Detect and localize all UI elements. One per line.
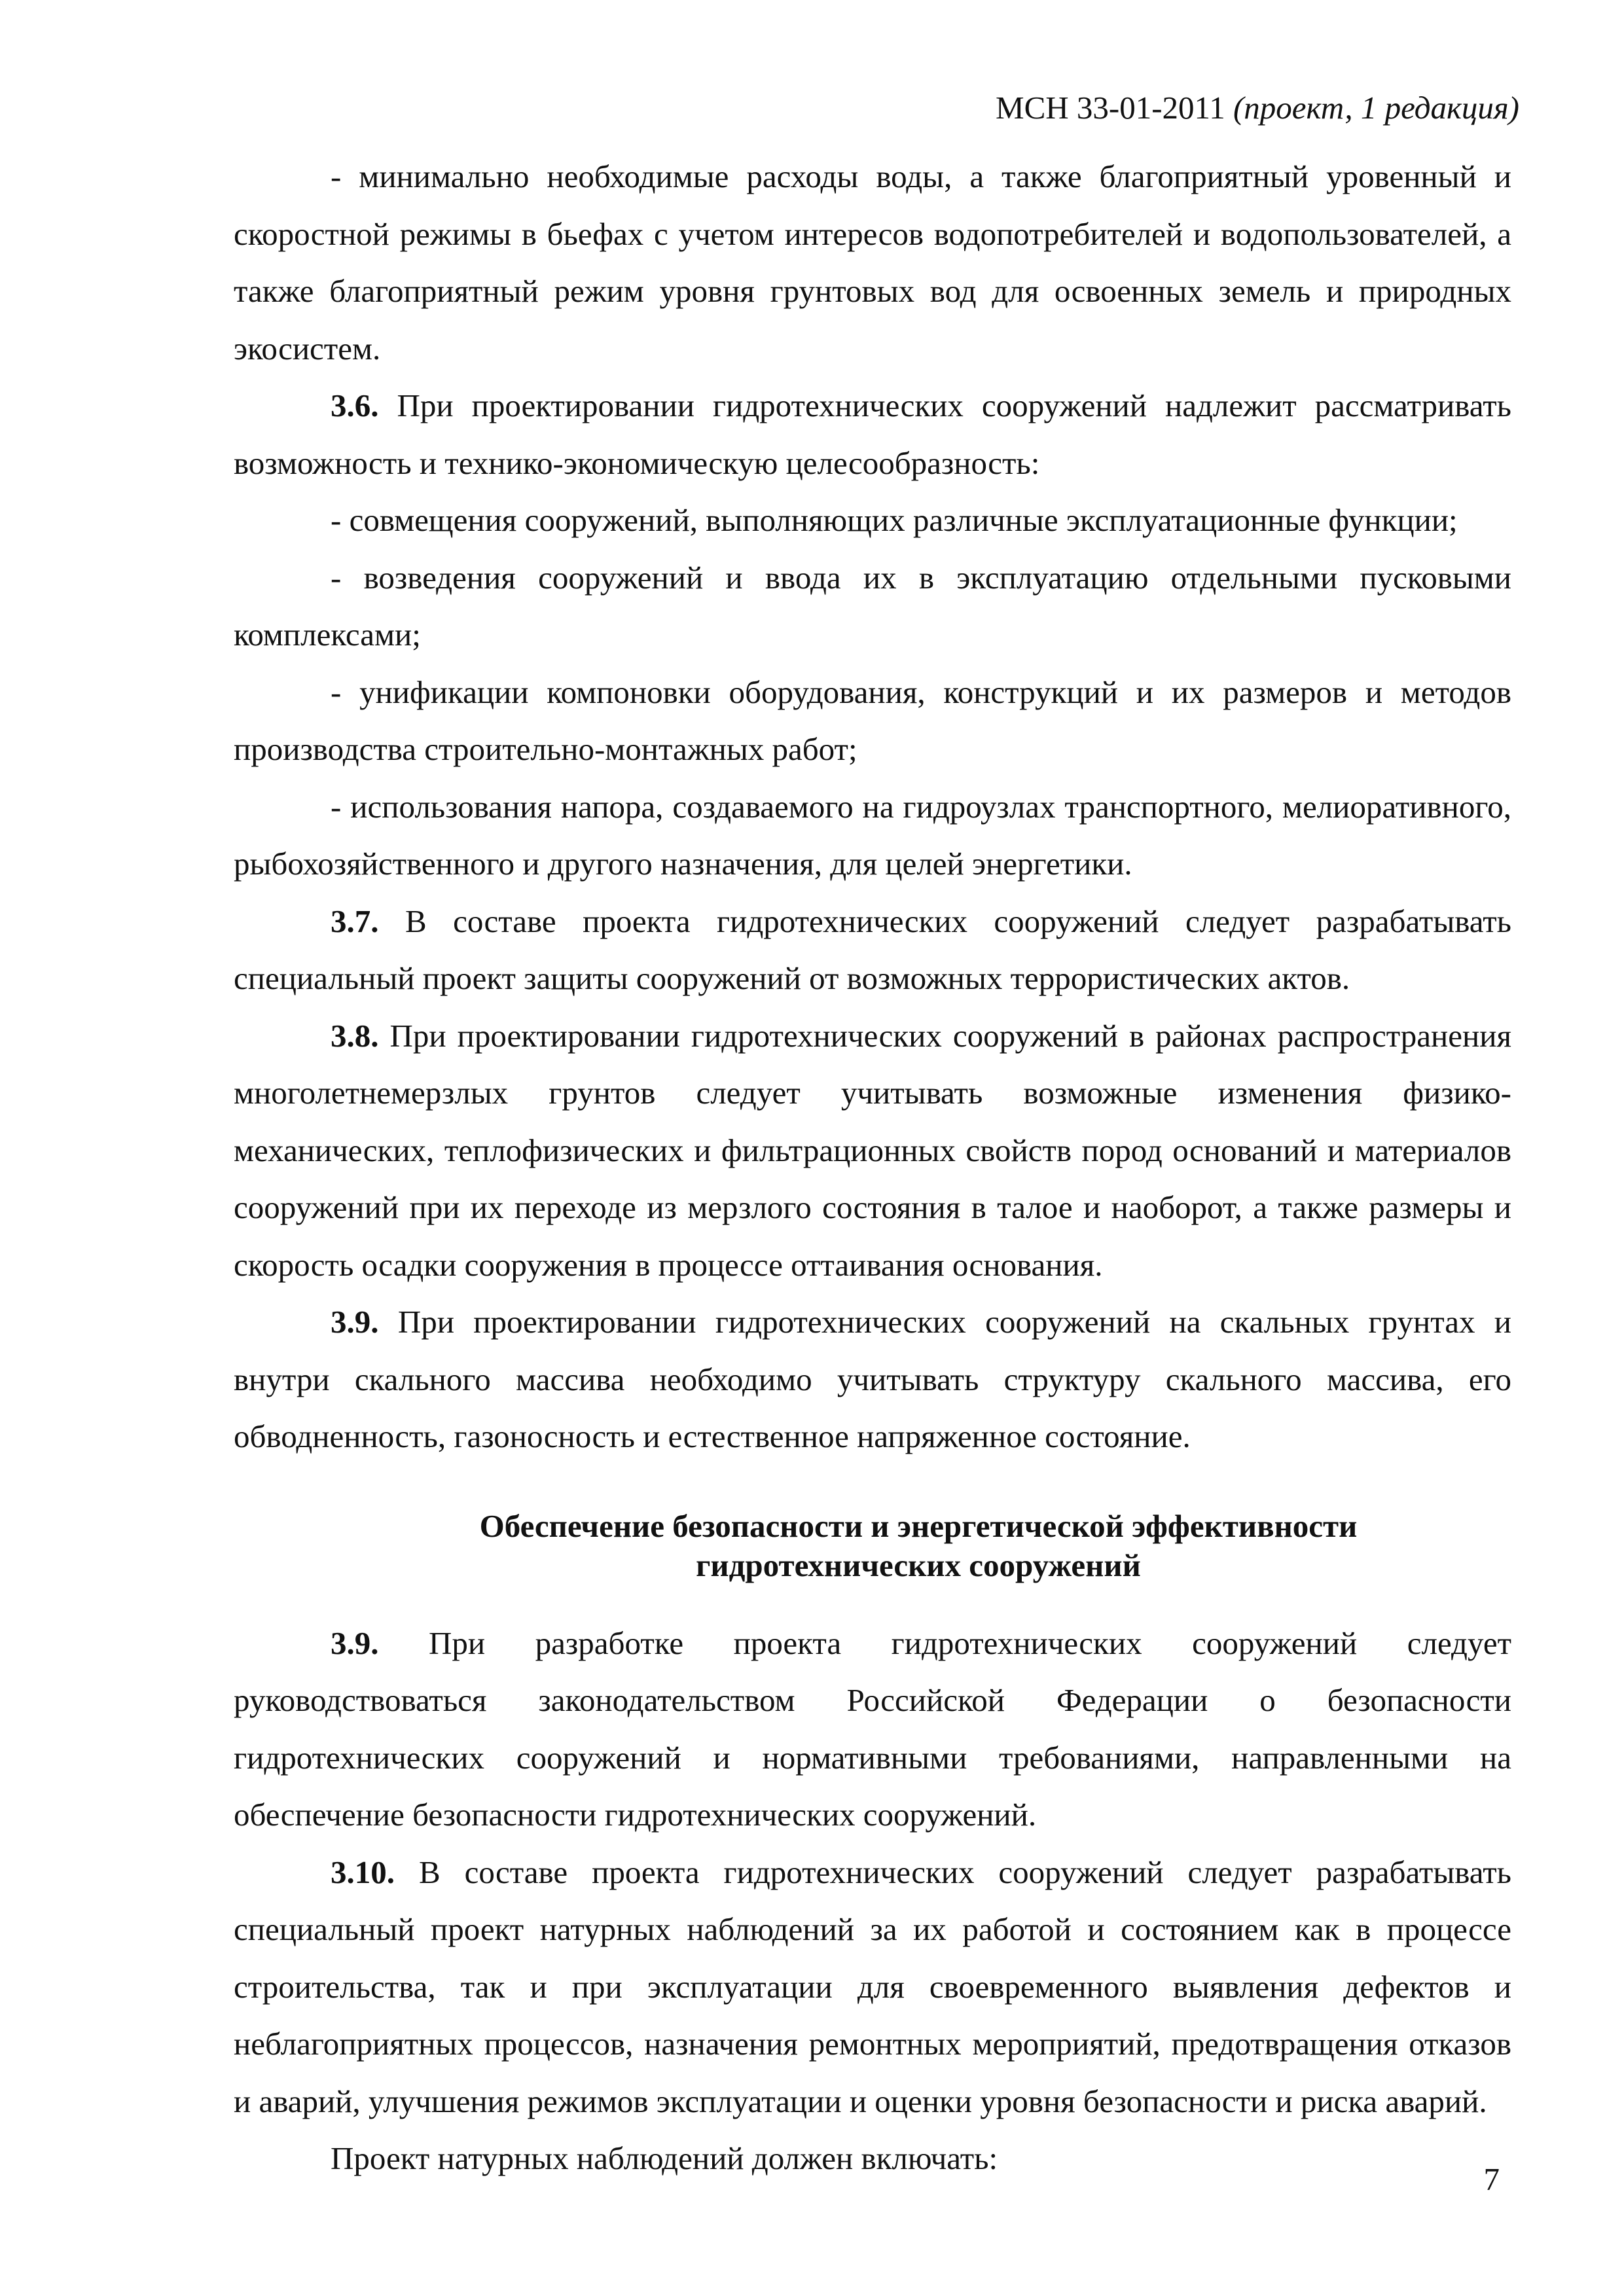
paragraph-number: 3.9. <box>331 1304 379 1340</box>
list-item-text: - унификации компоновки оборудования, конструкций и их размеров и методов производства строительно-монтажных работ; <box>234 673 1511 767</box>
paragraph-text: Проект натурных наблюдений должен включать: <box>331 2140 998 2176</box>
list-item-combination <box>234 492 1511 549</box>
page-number: 7 <box>1483 2161 1500 2197</box>
list-item-pressure-use <box>234 778 1511 893</box>
section-title-line-1: Обеспечение безопасности и энергетической эффективности <box>479 1507 1358 1544</box>
paragraph-text: При проектировании гидротехнических сооружений надлежит рассматривать возможность и технико-экономическую целесообразность: <box>234 387 1511 481</box>
list-item-text: - совмещения сооружений, выполняющих различные эксплуатационные функции; <box>331 502 1458 538</box>
paragraph-text: В составе проекта гидротехнических сооружений следует разрабатывать специальный проект натурных наблюдений за их работой и состоянием как в процессе строительства, так и при эксплуатации для своевременного выявления дефектов и неблагоприятных процессов, назначения ремонтных мероприятий, предотвращения отказов и аварий, улучшения режимов эксплуатации и оценки уровня безопасности и риска аварий. <box>234 1854 1511 2119</box>
paragraph-3-8 <box>234 1007 1511 1294</box>
section-title <box>234 1507 1511 1585</box>
paragraph-text: При проектировании гидротехнических сооружений на скальных грунтах и внутри скального массива необходимо учитывать структуру скального массива, его обводненность, газоносность и естественное напряженное состояние. <box>234 1304 1511 1454</box>
list-item-construction <box>234 549 1511 664</box>
header-code: МСН 33-01-2011 <box>996 90 1225 126</box>
paragraph-text: При разработке проекта гидротехнических сооружений следует руководствоваться законодательством Российской Федерации о безопасности гидротехнических сооружений и нормативными требованиями, направленными на обеспечение безопасности гидротехнических сооружений. <box>234 1624 1511 1833</box>
paragraph-3-6 <box>234 377 1511 492</box>
paragraph-text: В составе проекта гидротехнических сооружений следует разрабатывать специальный проект защиты сооружений от возможных террористических актов. <box>234 903 1511 996</box>
paragraph-number: 3.7. <box>331 903 379 939</box>
paragraph-3-9-rock <box>234 1293 1511 1465</box>
document-body <box>234 148 1511 2187</box>
paragraph-3-10 <box>234 1844 1511 2130</box>
page-header <box>996 92 1519 124</box>
list-item-text: - возведения сооружений и ввода их в эксплуатацию отдельными пусковыми комплексами; <box>234 559 1511 653</box>
paragraph-number: 3.10. <box>331 1854 395 1890</box>
paragraph-3-9-safety <box>234 1615 1511 1844</box>
section-title-line-2: гидротехнических сооружений <box>696 1547 1141 1583</box>
paragraph-water-regimes <box>234 148 1511 377</box>
paragraph-number: 3.9. <box>331 1624 379 1661</box>
paragraph-text: - минимально необходимые расходы воды, а также благоприятный уровенный и скоростной режимы в бьефах с учетом интересов водопотребителей и водопользователей, а также благоприятный режим уровня грунтовых вод для освоенных земель и природных экосистем. <box>234 158 1511 367</box>
list-item-text: - использования напора, создаваемого на гидроузлах транспортного, мелиоративного, рыбохозяйственного и другого назначения, для целей энергетики. <box>234 788 1511 882</box>
paragraph-project-contents <box>234 2130 1511 2187</box>
paragraph-3-7 <box>234 893 1511 1007</box>
paragraph-number: 3.8. <box>331 1017 379 1054</box>
header-note: (проект, 1 редакция) <box>1233 90 1519 126</box>
list-item-unification <box>234 664 1511 778</box>
paragraph-number: 3.6. <box>331 387 379 423</box>
paragraph-text: При проектировании гидротехнических сооружений в районах распространения многолетнемерзлых грунтов следует учитывать возможные изменения физико-механических, теплофизических и фильтрационных свойств пород оснований и материалов сооружений при их переходе из мерзлого состояния в талое и наоборот, а также размеры и скорость осадки сооружения в процессе оттаивания основания. <box>234 1017 1511 1283</box>
